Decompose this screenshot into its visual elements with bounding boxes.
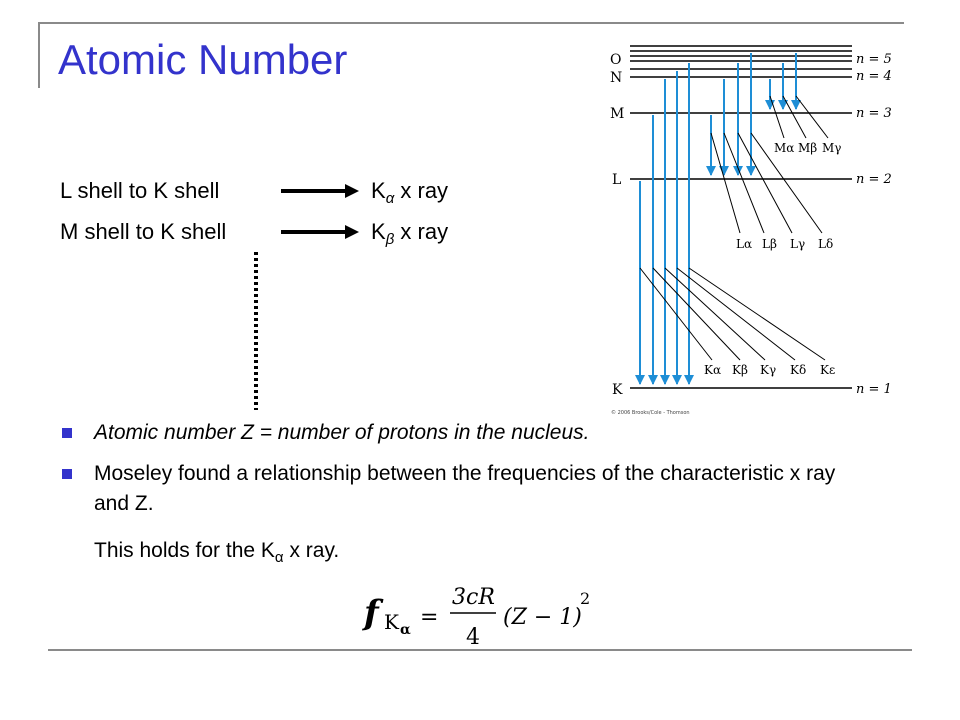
n-label-3: n = 3 — [856, 106, 892, 121]
bullet-marker — [62, 428, 72, 438]
note-suffix: x ray. — [289, 539, 340, 562]
transition-m-to-sub: β — [385, 231, 395, 248]
n-label-2: n = 2 — [856, 172, 892, 187]
note-prefix: This holds for the K — [94, 539, 275, 562]
energy-level-diagram — [600, 40, 910, 420]
m-label-alpha: Mα — [774, 141, 795, 155]
k-label-gamma: Kγ — [760, 363, 777, 377]
formula-factor: (Z − 1) — [503, 605, 582, 630]
n-label-1: n = 1 — [856, 382, 892, 397]
formula-exponent: 2 — [580, 589, 591, 608]
bullet-moseley: Moseley found a relationship between the frequencies of the characteristic x ray and Z. — [94, 462, 836, 515]
transition-l-to-sub: α — [385, 190, 395, 207]
l-label-delta: Lδ — [818, 237, 834, 251]
k-leader-epsilon — [689, 268, 825, 360]
transition-m-arrow — [281, 224, 361, 240]
transition-m-to — [371, 219, 448, 248]
k-leader-beta — [653, 268, 740, 360]
k-leader-delta — [677, 268, 795, 360]
slide-title: Atomic Number — [58, 36, 348, 83]
k-leader-gamma — [665, 268, 765, 360]
k-label-alpha: Kα — [704, 363, 722, 377]
transition-l-from: L shell to K shell — [60, 178, 220, 203]
note-sub: α — [274, 549, 284, 566]
frame-left-rule — [38, 22, 40, 88]
l-label-alpha: Lα — [736, 237, 753, 251]
shell-label-k: K — [612, 382, 623, 398]
n-label-4: n = 4 — [856, 69, 892, 84]
l-label-beta: Lβ — [762, 237, 777, 251]
shell-label-n: N — [610, 70, 623, 86]
moseley-formula — [360, 578, 600, 650]
m-label-gamma: Mγ — [822, 141, 842, 155]
shell-label-o: O — [610, 52, 622, 68]
l-label-gamma: Lγ — [790, 237, 806, 251]
transition-l-arrow — [281, 183, 361, 199]
m-leader-gamma — [796, 96, 828, 138]
bullet-atomic-number: Atomic number Z = number of protons in the nucleus. — [94, 421, 590, 444]
formula-f: f — [364, 593, 379, 633]
m-leader-beta — [783, 96, 806, 138]
k-label-delta: Kδ — [790, 363, 807, 377]
formula-numerator: 3cR — [452, 585, 495, 610]
k-label-beta: Kβ — [732, 363, 748, 377]
n-label-5: n = 5 — [856, 52, 892, 67]
transition-l-to-base: K — [371, 178, 386, 203]
shell-label-m: M — [610, 106, 625, 122]
transition-l-to — [371, 178, 448, 207]
shell-label-l: L — [612, 172, 622, 188]
l-leader-beta — [724, 133, 764, 233]
m-label-beta: Mβ — [798, 141, 818, 155]
note-k-alpha — [94, 536, 339, 573]
formula-sub-base: K — [384, 610, 399, 634]
bullet-marker — [62, 469, 72, 479]
transition-m-to-base: K — [371, 219, 386, 244]
frame-top-rule — [40, 22, 904, 24]
diagram-copyright: © 2006 Brooks/Cole - Thomson — [611, 410, 690, 416]
formula-denominator: 4 — [466, 625, 480, 650]
formula-equals: = — [420, 605, 439, 630]
l-leader-alpha — [711, 133, 740, 233]
formula-sub-greek: α — [400, 622, 411, 638]
k-label-epsilon: Kε — [820, 363, 836, 377]
transition-m-to-suffix: x ray — [400, 219, 449, 244]
m-leader-alpha — [770, 96, 784, 138]
transition-m-from: M shell to K shell — [60, 219, 227, 244]
dotted-continuation-line — [250, 252, 262, 412]
transition-l-to-suffix: x ray — [400, 178, 449, 203]
